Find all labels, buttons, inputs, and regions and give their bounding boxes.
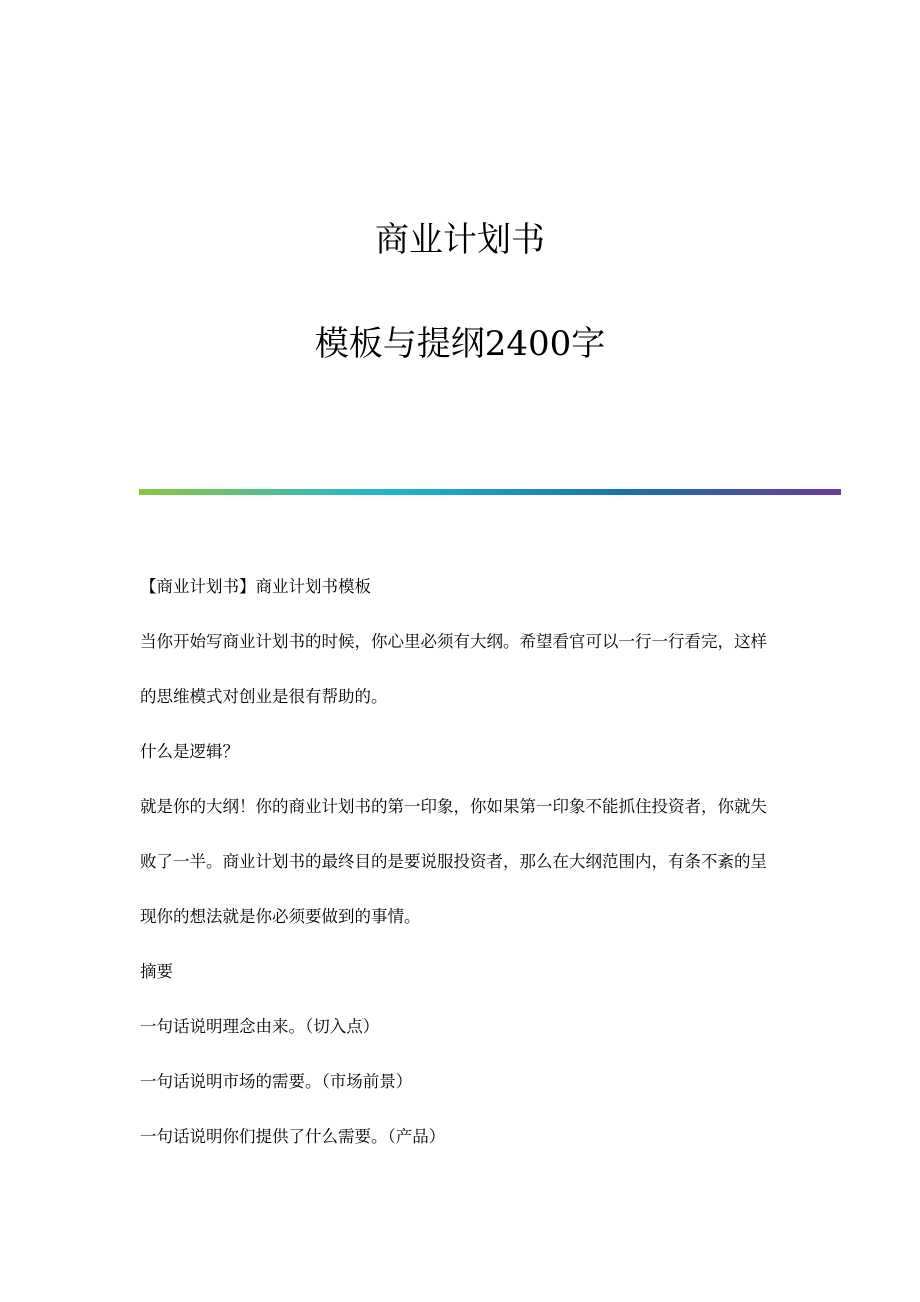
document-subtitle: 模板与提纲2400字: [314, 324, 606, 364]
document-body: [140, 570, 780, 1175]
gradient-divider: [139, 489, 841, 495]
summary-item: 一句话说明理念由来。（切入点）: [140, 1017, 380, 1036]
paragraph-intro: 当你开始写商业计划书的时候，你心里必须有大纲。希望看官可以一行一行看完，这样的思维模式对创业是很有帮助的。: [140, 632, 767, 706]
question-heading: 什么是逻辑？: [140, 742, 239, 761]
summary-item: 一句话说明你们提供了什么需要。（产品）: [140, 1127, 446, 1146]
summary-heading: 摘要: [140, 962, 173, 981]
summary-item: 一句话说明市场的需要。（市场前景）: [140, 1072, 413, 1091]
section-heading: 【商业计划书】商业计划书模板: [140, 577, 371, 596]
paragraph-outline: 就是你的大纲！你的商业计划书的第一印象，你如果第一印象不能抓住投资者，你就失败了一半。商业计划书的最终目的是要说服投资者，那么在大纲范围内，有条不紊的呈现你的想法就是你必须要做到的事情。: [140, 797, 767, 926]
document-title: 商业计划书: [375, 220, 545, 260]
